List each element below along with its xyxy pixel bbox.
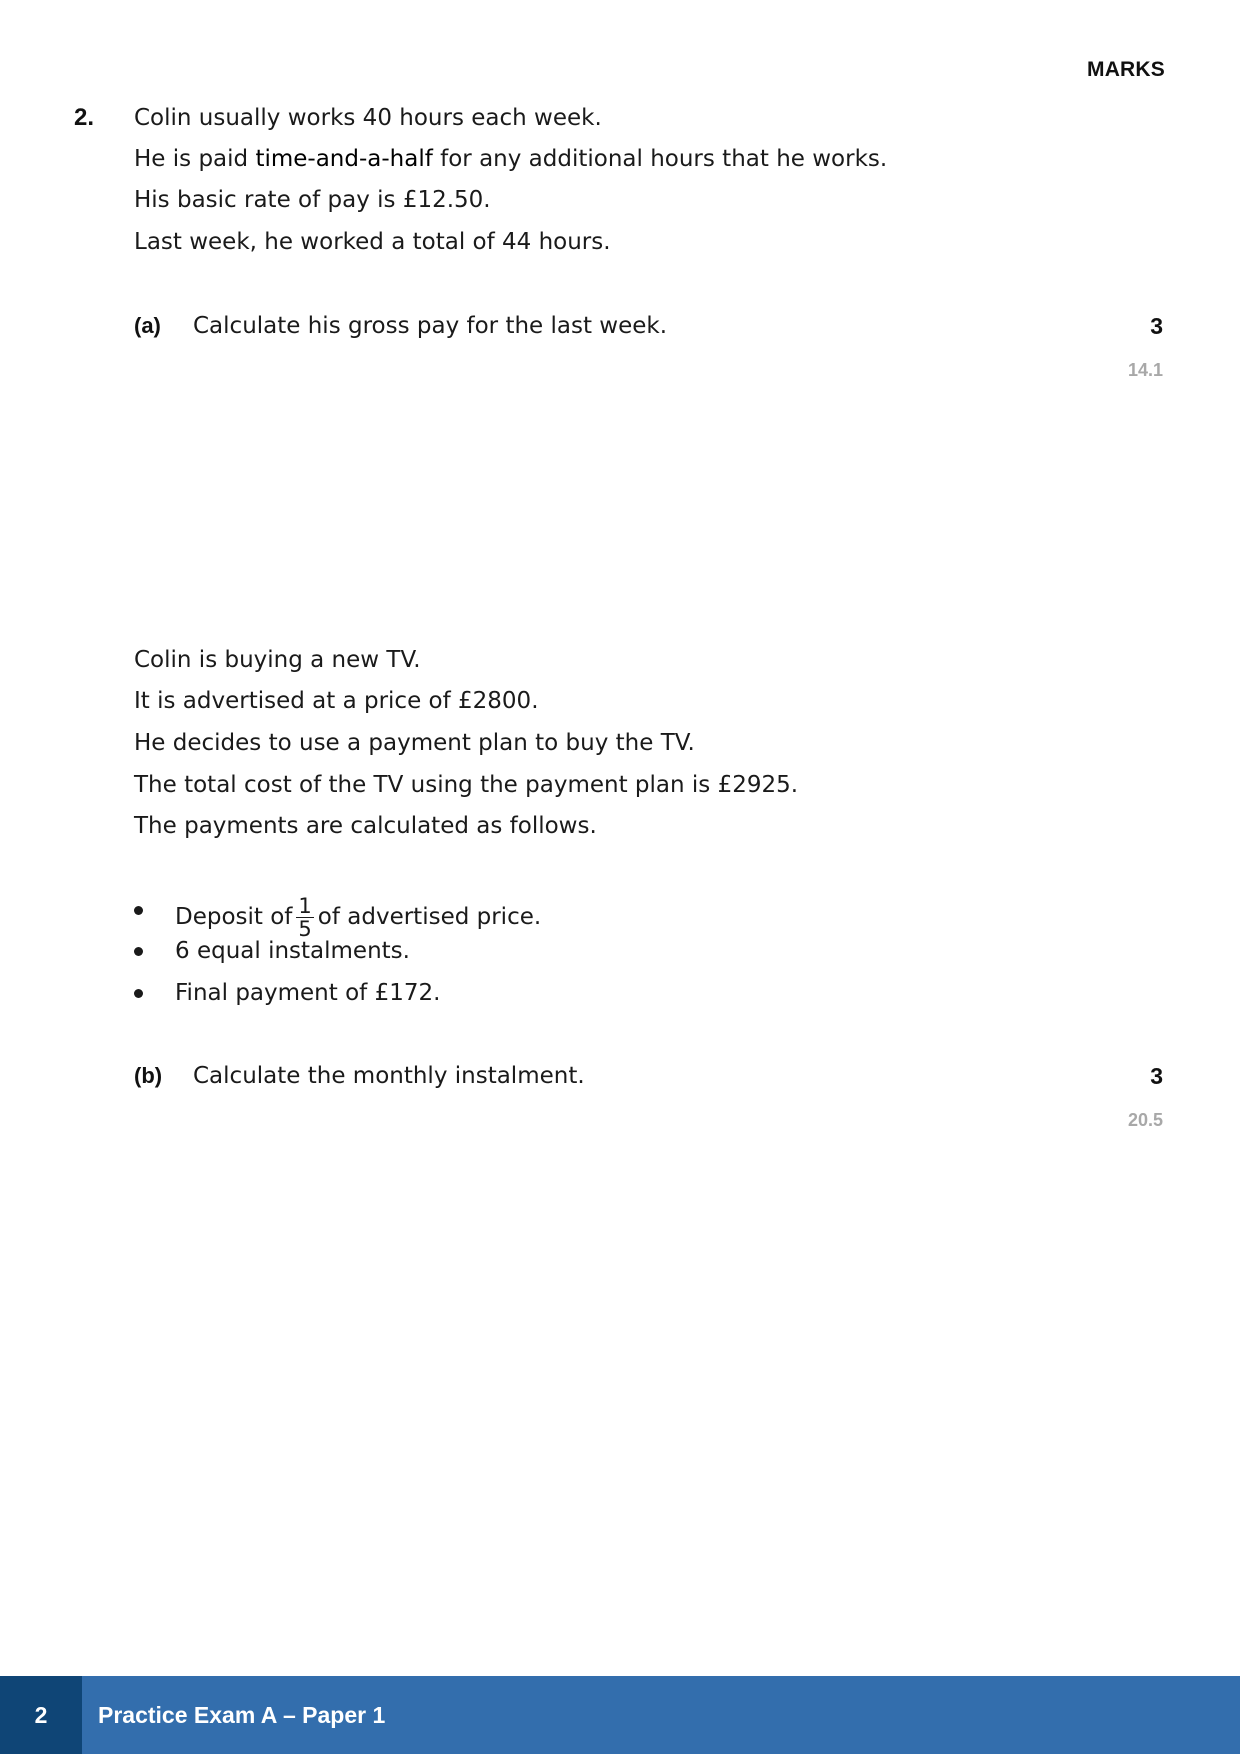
part-a-marks: 3 [1150, 313, 1163, 339]
fraction-numerator: 1 [298, 894, 312, 918]
context-line-3: He decides to use a payment plan to buy the TV. [134, 730, 695, 756]
bullet-deposit [175, 895, 541, 940]
deposit-text-end: of advertised price. [317, 904, 542, 930]
deposit-text-start: Deposit of [175, 904, 293, 930]
part-b-reference: 20.5 [1127, 1110, 1163, 1130]
bullet-marker [134, 947, 143, 956]
context-line-4: The total cost of the TV using the payment plan is £2925. [134, 772, 799, 798]
one-fifth-fraction [296, 895, 313, 940]
part-b-label: (b) [134, 1063, 163, 1088]
part-a-question: Calculate his gross pay for the last week. [193, 313, 668, 339]
page-number: 2 [0, 1676, 82, 1754]
question-number: 2. [74, 104, 95, 131]
part-b-marks: 3 [1150, 1063, 1163, 1089]
part-a-label: (a) [134, 313, 161, 338]
intro-line-3: His basic rate of pay is £12.50. [134, 187, 491, 213]
intro-line-2-start: He is paid [134, 146, 256, 172]
time-and-a-half-term: time-and-a-half [255, 146, 433, 172]
context-line-1: Colin is buying a new TV. [134, 647, 421, 673]
fraction-denominator: 5 [298, 917, 312, 941]
bullet-final-payment: Final payment of £172. [175, 980, 441, 1006]
footer-title: Practice Exam A – Paper 1 [98, 1702, 386, 1728]
context-line-5: The payments are calculated as follows. [134, 813, 597, 839]
bullet-marker [134, 906, 143, 915]
intro-line-2 [134, 144, 887, 174]
part-b-question: Calculate the monthly instalment. [193, 1063, 585, 1089]
page-footer [0, 1676, 1240, 1754]
context-line-2: It is advertised at a price of £2800. [134, 688, 539, 714]
intro-line-1: Colin usually works 40 hours each week. [134, 105, 602, 131]
bullet-instalments: 6 equal instalments. [175, 938, 410, 964]
marks-column-heading: MARKS [1087, 58, 1165, 81]
intro-line-4: Last week, he worked a total of 44 hours. [134, 229, 611, 255]
intro-line-2-end: for any additional hours that he works. [432, 146, 888, 172]
part-a-reference: 14.1 [1127, 360, 1163, 380]
bullet-marker [134, 989, 143, 998]
